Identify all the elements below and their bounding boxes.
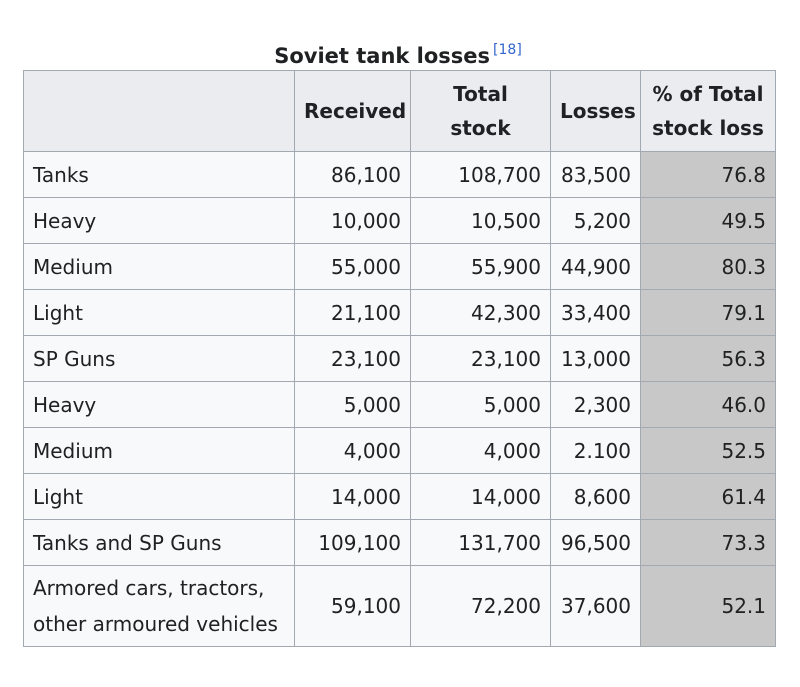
losses-cell: 5,200: [551, 198, 641, 244]
table-row: [24, 520, 776, 566]
table-row: [24, 428, 776, 474]
total-stock-cell: 55,900: [411, 244, 551, 290]
received-cell: 86,100: [295, 152, 411, 198]
losses-cell: 96,500: [551, 520, 641, 566]
header-pct-total-stock-loss: % of Total stock loss: [641, 71, 776, 152]
total-stock-cell: 23,100: [411, 336, 551, 382]
header-losses: Losses: [551, 71, 641, 152]
total-stock-cell: 14,000: [411, 474, 551, 520]
received-cell: 55,000: [295, 244, 411, 290]
pct-loss-cell: 76.8: [641, 152, 776, 198]
row-label: Heavy: [24, 198, 295, 244]
received-cell: 10,000: [295, 198, 411, 244]
caption-title: Soviet tank losses: [274, 44, 491, 68]
row-label: Tanks and SP Guns: [24, 520, 295, 566]
losses-cell: 83,500: [551, 152, 641, 198]
received-cell: 109,100: [295, 520, 411, 566]
table-row: [24, 336, 776, 382]
soviet-tank-losses-table: [23, 70, 776, 647]
table-row: [24, 474, 776, 520]
total-stock-cell: 72,200: [411, 566, 551, 647]
table-row: [24, 290, 776, 336]
table-row: [24, 382, 776, 428]
table-container: [23, 30, 775, 647]
table-row: [24, 198, 776, 244]
row-label: Tanks: [24, 152, 295, 198]
total-stock-cell: 108,700: [411, 152, 551, 198]
total-stock-cell: 10,500: [411, 198, 551, 244]
header-received: Received: [295, 71, 411, 152]
losses-cell: 44,900: [551, 244, 641, 290]
row-label: Medium: [24, 428, 295, 474]
pct-loss-cell: 52.5: [641, 428, 776, 474]
pct-loss-cell: 46.0: [641, 382, 776, 428]
pct-loss-cell: 79.1: [641, 290, 776, 336]
losses-cell: 33,400: [551, 290, 641, 336]
pct-loss-cell: 61.4: [641, 474, 776, 520]
header-total-stock: Total stock: [411, 71, 551, 152]
received-cell: 4,000: [295, 428, 411, 474]
total-stock-cell: 42,300: [411, 290, 551, 336]
table-row: [24, 152, 776, 198]
reference-link[interactable]: [18]: [493, 42, 522, 58]
table-row: [24, 566, 776, 647]
received-cell: 14,000: [295, 474, 411, 520]
losses-cell: 13,000: [551, 336, 641, 382]
losses-cell: 8,600: [551, 474, 641, 520]
row-label: Heavy: [24, 382, 295, 428]
row-label: Light: [24, 290, 295, 336]
pct-loss-cell: 49.5: [641, 198, 776, 244]
header-empty: [24, 71, 295, 152]
received-cell: 59,100: [295, 566, 411, 647]
pct-loss-cell: 52.1: [641, 566, 776, 647]
table-row: [24, 244, 776, 290]
losses-cell: 2,300: [551, 382, 641, 428]
received-cell: 21,100: [295, 290, 411, 336]
row-label: Medium: [24, 244, 295, 290]
losses-cell: 37,600: [551, 566, 641, 647]
losses-cell: 2.100: [551, 428, 641, 474]
row-label: Armored cars, tractors, other armoured vehicles: [24, 566, 295, 647]
pct-loss-cell: 56.3: [641, 336, 776, 382]
table-caption: [21, 30, 775, 70]
total-stock-cell: 5,000: [411, 382, 551, 428]
total-stock-cell: 131,700: [411, 520, 551, 566]
total-stock-cell: 4,000: [411, 428, 551, 474]
received-cell: 5,000: [295, 382, 411, 428]
pct-loss-cell: 80.3: [641, 244, 776, 290]
row-label: SP Guns: [24, 336, 295, 382]
received-cell: 23,100: [295, 336, 411, 382]
pct-loss-cell: 73.3: [641, 520, 776, 566]
header-row: [24, 71, 776, 152]
row-label: Light: [24, 474, 295, 520]
